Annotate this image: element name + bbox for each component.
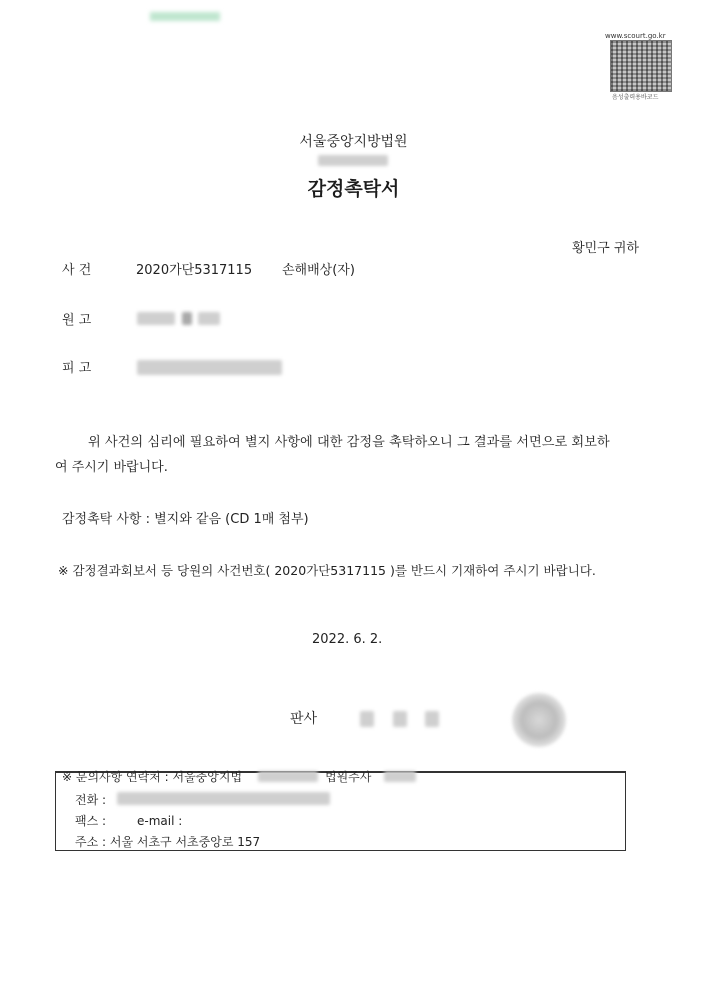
phone-label: 전화 :: [75, 793, 107, 807]
redacted-plaintiff-2: [182, 312, 192, 325]
redacted-phone: [117, 792, 330, 805]
case-number-note: ※ 감정결과회보서 등 당원의 사건번호( 2020가단5317115 )를 반드시 기재하여 주시기 바랍니다.: [58, 563, 596, 578]
redacted-plaintiff-3: [198, 312, 220, 325]
redacted-department: [318, 155, 388, 166]
qr-url: www.scourt.go.kr: [605, 32, 666, 40]
case-label: 사 건: [62, 263, 92, 278]
qr-caption: 음성출력용바코드: [612, 94, 659, 101]
request-item: 감정촉탁 사항 : 별지와 같음 (CD 1매 첨부): [62, 512, 309, 527]
redacted-judge-char-1: [360, 711, 374, 727]
recipient: 황민구 귀하: [572, 241, 639, 256]
issue-date: 2022. 6. 2.: [312, 632, 383, 647]
court-address: 주소 : 서울 서초구 서초중앙로 157: [75, 835, 261, 849]
contact-header-prefix: ※ 문의사항 연락처 : 서울중앙지법: [62, 770, 243, 784]
fax-label: 팩스 :: [75, 814, 107, 828]
redacted-defendant: [137, 360, 282, 375]
redacted-clerk-name: [384, 771, 416, 782]
court-seal: [512, 693, 566, 747]
email-label: e-mail :: [137, 814, 183, 828]
body-line-1: 위 사건의 심리에 필요하여 별지 사항에 대한 감정을 촉탁하오니 그 결과를 서면으로 회보하: [88, 435, 610, 450]
redacted-plaintiff-1: [137, 312, 175, 325]
qr-code-icon: [610, 40, 672, 92]
redacted-judge-char-3: [425, 711, 439, 727]
document-title: 감정촉탁서: [307, 178, 400, 200]
case-number: 2020가단5317115: [136, 263, 253, 278]
court-name: 서울중앙지방법원: [299, 134, 408, 150]
judge-label: 판사: [290, 711, 318, 727]
plaintiff-label: 원 고: [62, 313, 92, 328]
defendant-label: 피 고: [62, 361, 92, 376]
redacted-judge-char-2: [393, 711, 407, 727]
contact-header-suffix: 법원주사: [325, 770, 372, 784]
body-line-2: 여 주시기 바랍니다.: [55, 460, 168, 475]
case-name: 손해배상(자): [282, 263, 355, 278]
redacted-contact-department: [258, 771, 318, 782]
scan-stamp-mark: [150, 12, 220, 21]
